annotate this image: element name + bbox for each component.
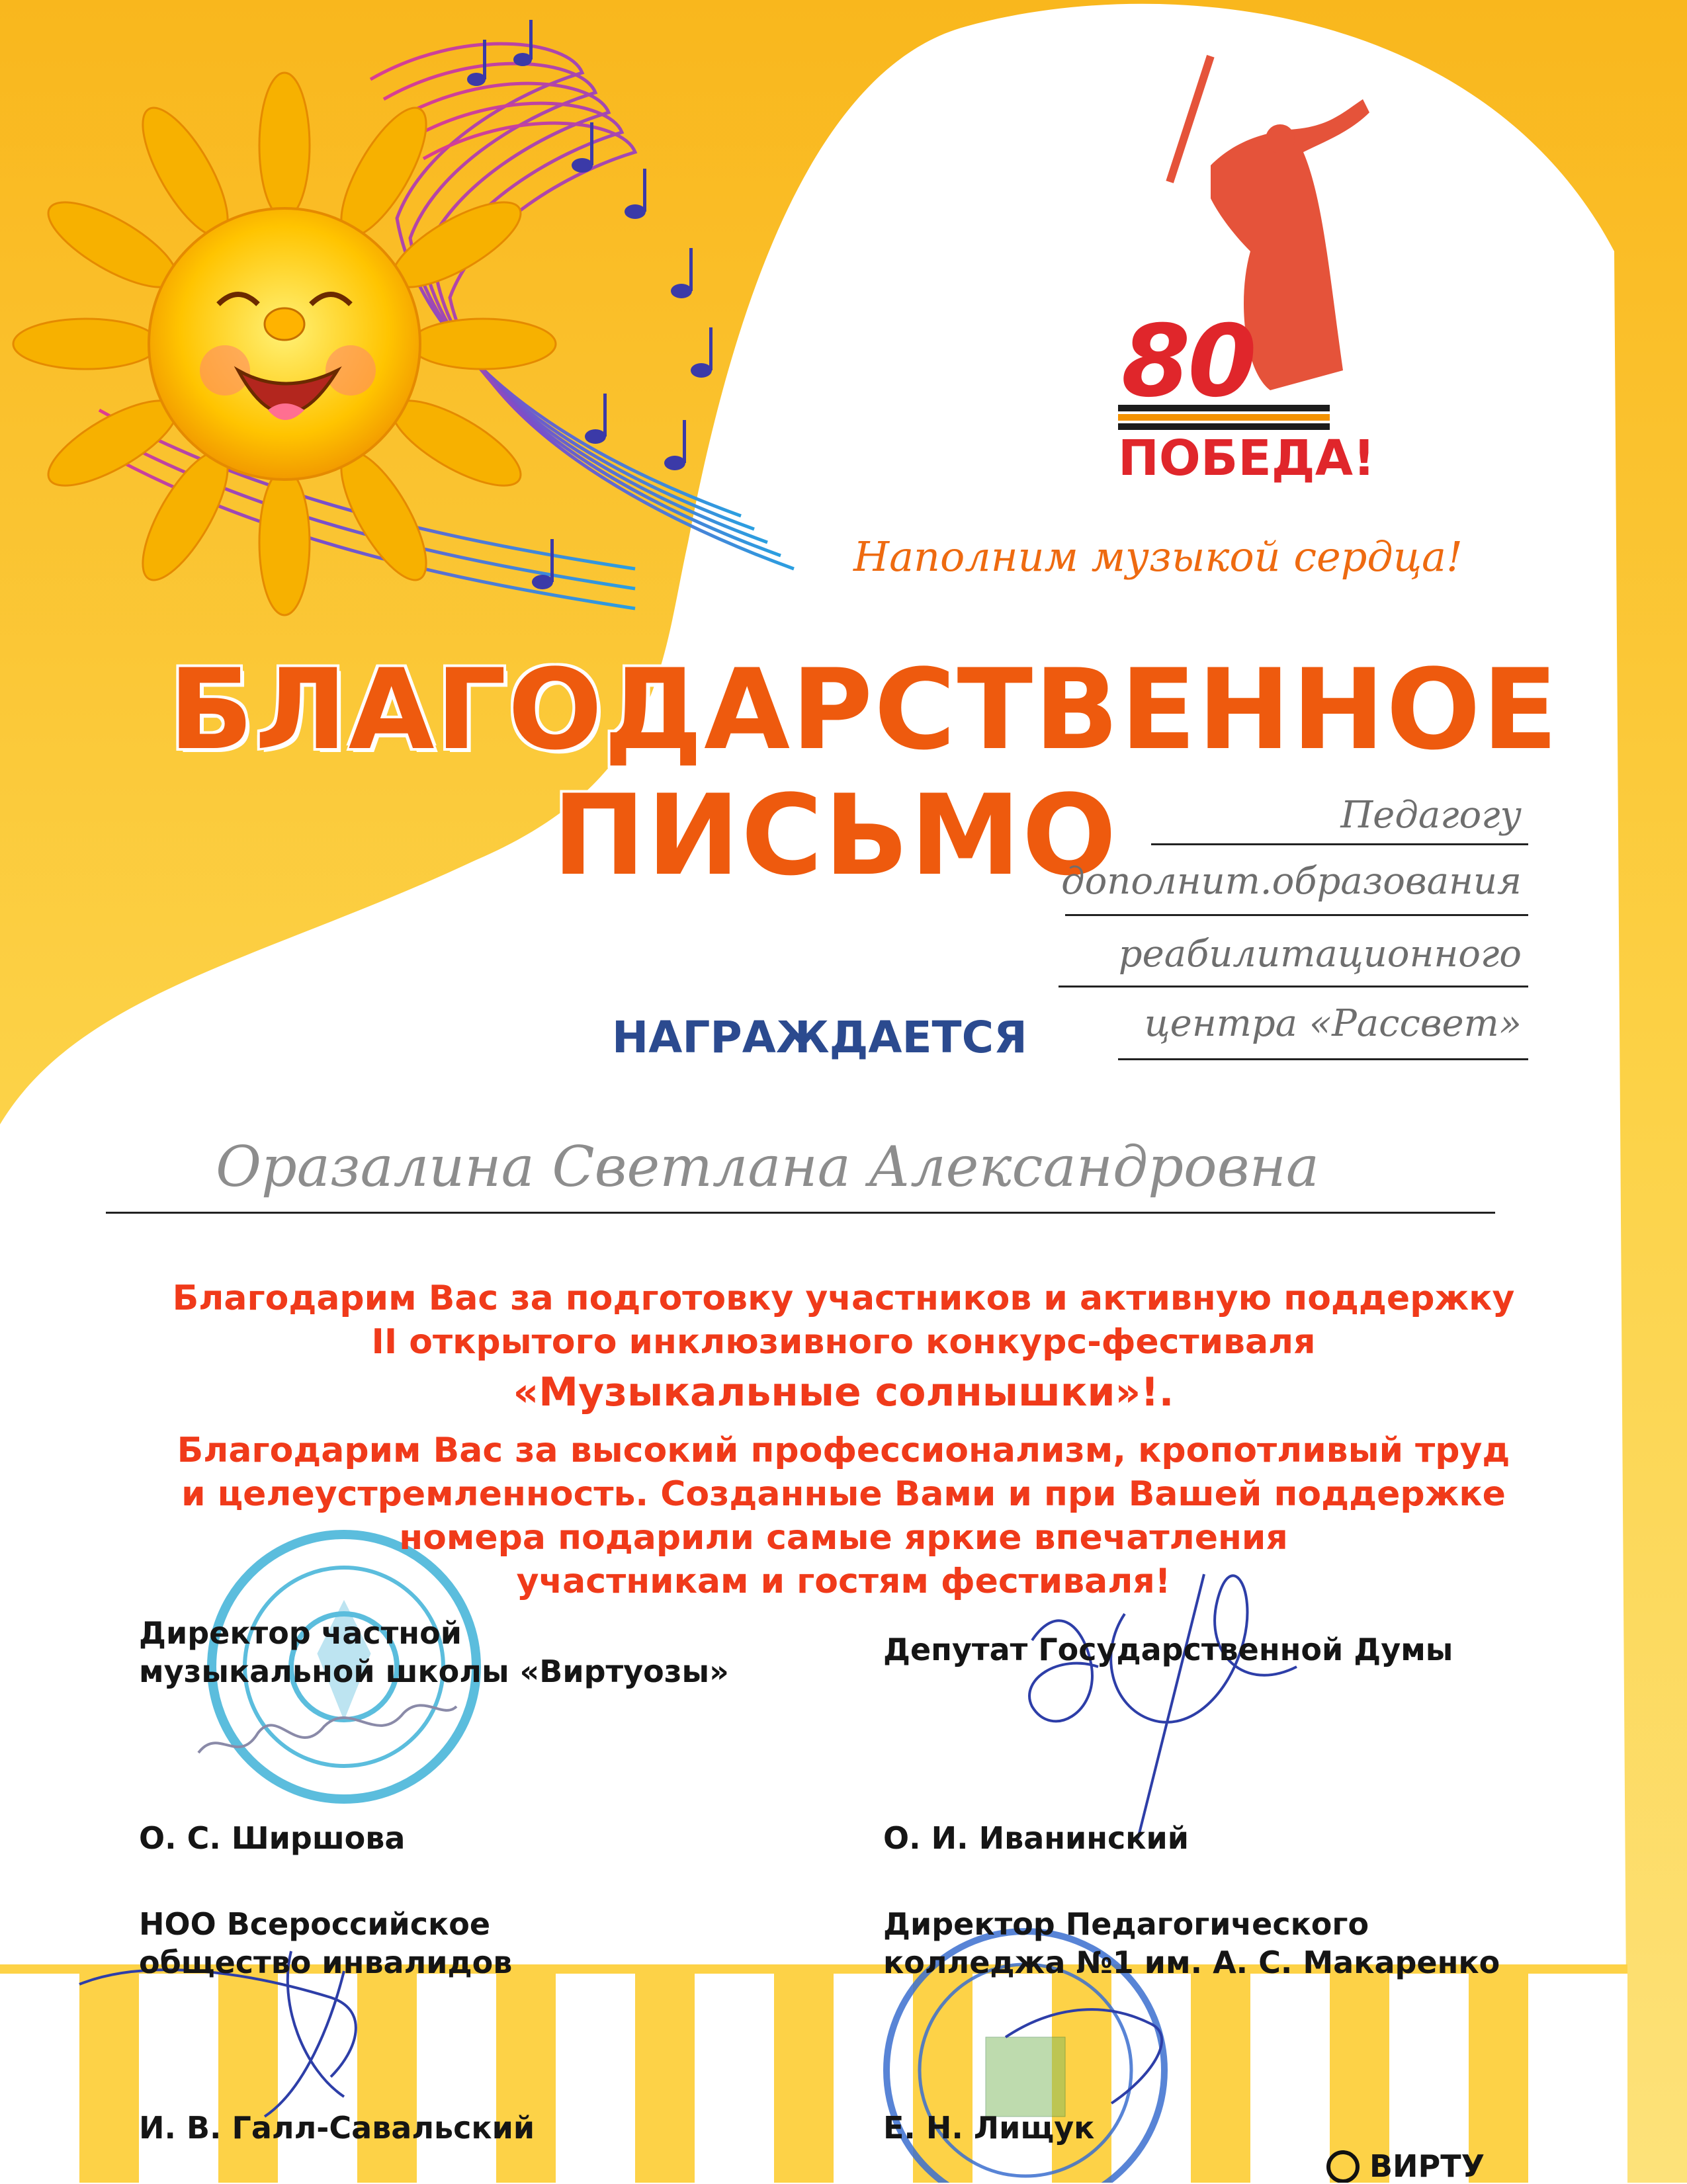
slogan: Наполним музыкой сердца! <box>853 532 1463 581</box>
message-line-7: участникам и гостям фестиваля! <box>516 1562 1171 1601</box>
underline <box>1065 914 1528 916</box>
signatory-1-title-line-2: музыкальной школы «Виртуозы» <box>139 1654 729 1689</box>
recipient-role-line-1: Педагогу <box>1340 794 1522 837</box>
signatory-4-title-line-2: колледжа №1 им. А. С. Макаренко <box>883 1945 1500 1980</box>
signatory-3-title-line-1: НОО Всероссийское <box>139 1906 491 1942</box>
victory-label: ПОБЕДА! <box>1118 430 1375 487</box>
signatory-4-title-line-1: Директор Педагогического <box>883 1906 1369 1942</box>
certificate-title-line1: БЛАГОДАРСТВЕННОЕ <box>169 645 1559 775</box>
name-underline <box>106 1212 1495 1214</box>
message-line-2: II открытого инклюзивного конкурс-фестиваля <box>371 1322 1316 1362</box>
underline <box>1059 986 1528 987</box>
message-line-6: номера подарили самые яркие впечатления <box>399 1518 1288 1558</box>
message-line-1: Благодарим Вас за подготовку участников и активную поддержку <box>172 1279 1515 1318</box>
certificate-title-line2: ПИСЬМО <box>552 771 1118 900</box>
signatory-3-name: И. В. Галл-Савальский <box>139 2110 535 2146</box>
recipient-name: Оразалина Светлана Александровна <box>216 1134 1319 1199</box>
message-line-4: Благодарим Вас за высокий профессионализм, кропотливый труд <box>177 1431 1510 1470</box>
footer-logo-text: ВИРТУ <box>1369 2148 1485 2184</box>
victory-80-number: 80 <box>1121 304 1254 419</box>
signatory-4-name: Е. Н. Лищук <box>883 2110 1095 2146</box>
festival-name: «Музыкальные солнышки»!. <box>513 1369 1174 1415</box>
signatory-1-title-line-1: Директор частной <box>139 1615 462 1651</box>
signatory-2-title: Депутат Государственной Думы <box>883 1632 1453 1667</box>
recipient-role-line-4: центра «Рассвет» <box>1144 1002 1522 1045</box>
signatory-3-title-line-2: общество инвалидов <box>139 1945 513 1980</box>
underline <box>1151 843 1528 845</box>
underline <box>1118 1058 1528 1060</box>
signatory-1-name: О. С. Ширшова <box>139 1820 406 1856</box>
awarded-label: НАГРАЖДАЕТСЯ <box>612 1012 1027 1063</box>
signatory-2-name: О. И. Иванинский <box>883 1820 1189 1856</box>
recipient-role-line-3: реабилитационного <box>1118 933 1522 976</box>
recipient-role-line-2: дополнит.образования <box>1061 860 1522 903</box>
message-line-5: и целеустремленность. Созданные Вами и при Вашей поддержке <box>181 1474 1506 1514</box>
